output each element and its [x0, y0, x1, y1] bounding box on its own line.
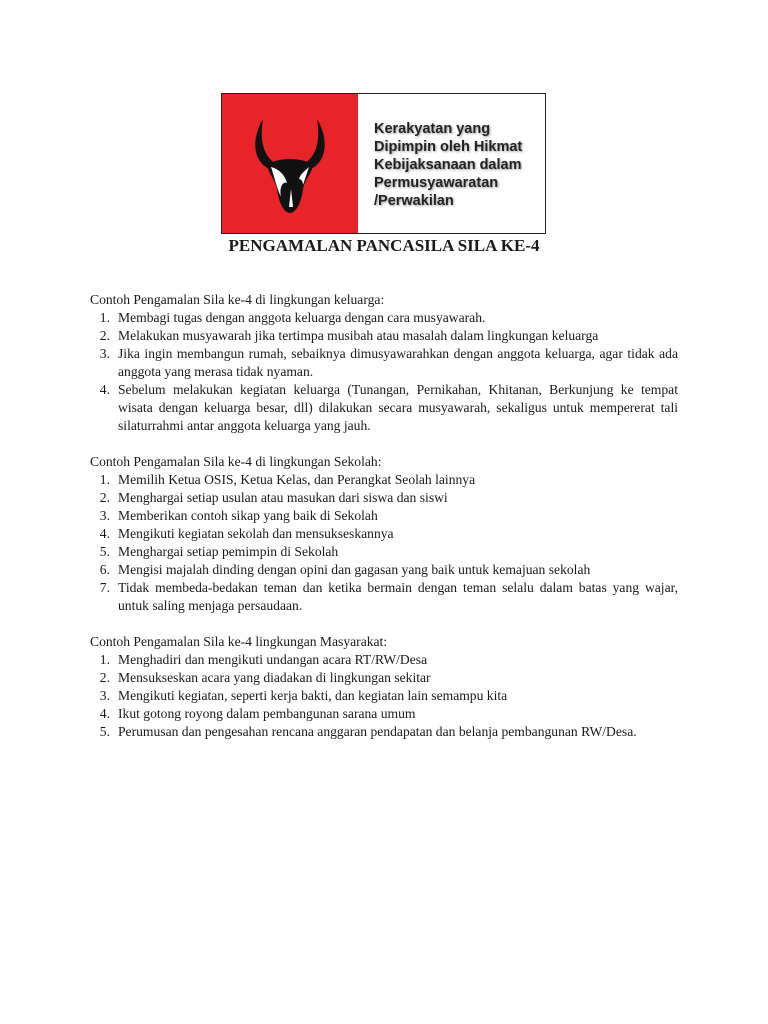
item-text: Sebelum melakukan kegiatan keluarga (Tunangan, Pernikahan, Khitanan, Berkunjung ke tempat wisata dengan keluarga besar, dll) dilakukan secara musyawarah, sekaligus untuk mempererat tali silaturrahmi antar anggota keluarga yang jauh. — [118, 382, 678, 433]
list-item — [90, 705, 678, 723]
logo-line: Permusyawaratan — [374, 175, 499, 191]
item-number: 2. — [99, 328, 110, 343]
list-item — [90, 381, 678, 435]
list-item — [90, 327, 678, 345]
section-heading: Contoh Pengamalan Sila ke-4 di lingkungan Sekolah: — [90, 454, 382, 469]
logo-caption — [358, 94, 522, 233]
item-number: 3. — [99, 508, 110, 523]
numbered-list — [90, 309, 678, 435]
list-item — [90, 525, 678, 543]
logo-line: /Perwakilan — [374, 193, 454, 209]
item-number: 2. — [99, 490, 110, 505]
numbered-list — [90, 651, 678, 741]
section-heading: Contoh Pengamalan Sila ke-4 lingkungan Masyarakat: — [90, 634, 388, 649]
item-text: Tidak membeda-bedakan teman dan ketika bermain dengan teman selalu dalam batas yang wajar, untuk saling menjaga persaudaan. — [118, 580, 678, 613]
item-text: Menghargai setiap usulan atau masukan dari siswa dan siswi — [118, 490, 448, 505]
section — [90, 453, 678, 615]
list-item — [90, 471, 678, 489]
item-text: Memilih Ketua OSIS, Ketua Kelas, dan Perangkat Seolah lainnya — [118, 472, 476, 487]
item-number: 4. — [99, 382, 110, 397]
item-number: 3. — [99, 688, 110, 703]
logo-line: Kerakyatan yang — [374, 121, 491, 137]
item-text: Membagi tugas dengan anggota keluarga dengan cara musyawarah. — [118, 310, 486, 325]
logo-line: Kebijaksanaan dalam — [374, 157, 522, 173]
item-text: Jika ingin membangun rumah, sebaiknya dimusyawarahkan dengan anggota keluarga, agar tidak ada anggota yang merasa tidak nyaman. — [118, 346, 678, 379]
page-title: PENGAMALAN PANCASILA SILA KE-4 — [228, 236, 540, 255]
list-item — [90, 651, 678, 669]
item-number: 1. — [99, 652, 110, 667]
item-number: 4. — [99, 706, 110, 721]
list-item — [90, 489, 678, 507]
list-item — [90, 579, 678, 615]
item-number: 7. — [99, 580, 110, 595]
document-body — [90, 291, 678, 759]
item-text: Menghargai setiap pemimpin di Sekolah — [118, 544, 339, 559]
item-text: Mengikuti kegiatan sekolah dan mensukseskannya — [118, 526, 394, 541]
item-number: 4. — [99, 526, 110, 541]
item-text: Mensukseskan acara yang diadakan di lingkungan sekitar — [118, 670, 431, 685]
list-item — [90, 309, 678, 327]
list-item — [90, 543, 678, 561]
item-number: 2. — [99, 670, 110, 685]
item-number: 5. — [99, 544, 110, 559]
item-number: 5. — [99, 724, 110, 739]
item-text: Melakukan musyawarah jika tertimpa musibah atau masalah dalam lingkungan keluarga — [118, 328, 599, 343]
item-number: 6. — [99, 562, 110, 577]
item-number: 1. — [99, 310, 110, 325]
section-heading: Contoh Pengamalan Sila ke-4 di lingkungan keluarga: — [90, 292, 385, 307]
item-number: 3. — [99, 346, 110, 361]
list-item — [90, 723, 678, 741]
item-text: Mengikuti kegiatan, seperti kerja bakti, dan kegiatan lain semampu kita — [118, 688, 508, 703]
section — [90, 633, 678, 741]
section — [90, 291, 678, 435]
logo-red-panel — [222, 94, 358, 233]
item-text: Perumusan dan pengesahan rencana anggaran pendapatan dan belanja pembangunan RW/Desa. — [118, 724, 637, 739]
list-item — [90, 669, 678, 687]
logo-line: Dipimpin oleh Hikmat — [374, 139, 523, 155]
list-item — [90, 345, 678, 381]
list-item — [90, 561, 678, 579]
item-text: Ikut gotong royong dalam pembangunan sarana umum — [118, 706, 416, 721]
item-number: 1. — [99, 472, 110, 487]
item-text: Memberikan contoh sikap yang baik di Sekolah — [118, 508, 378, 523]
list-item — [90, 507, 678, 525]
bull-head-icon — [245, 109, 335, 219]
list-item — [90, 687, 678, 705]
numbered-list — [90, 471, 678, 615]
item-text: Menghadiri dan mengikuti undangan acara RT/RW/Desa — [118, 652, 428, 667]
item-text: Mengisi majalah dinding dengan opini dan gagasan yang baik untuk kemajuan sekolah — [118, 562, 591, 577]
sila-4-logo — [221, 93, 546, 234]
